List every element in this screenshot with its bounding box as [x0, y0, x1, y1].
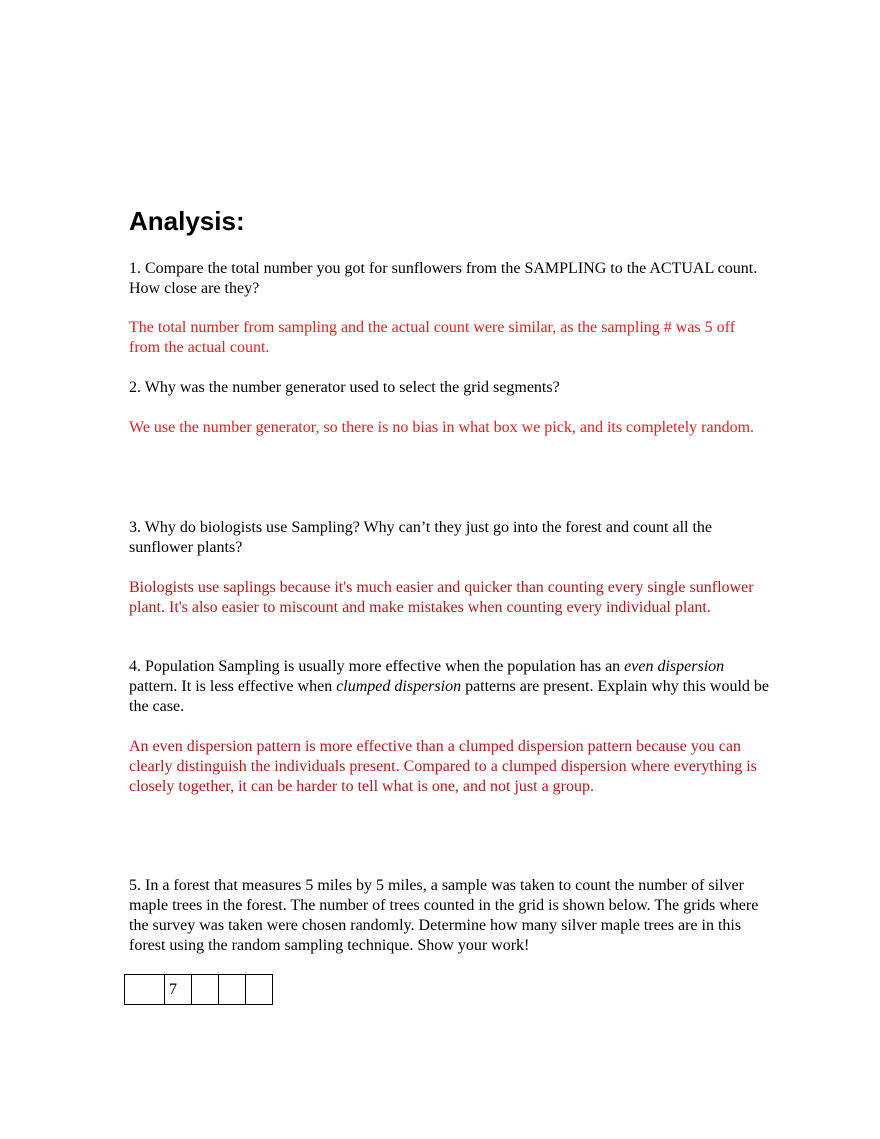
- grid-cell-1: [125, 975, 165, 1005]
- question-4-text-a: 4. Population Sampling is usually more effective when the population has an: [129, 658, 625, 675]
- question-4-text-b: pattern. It is less effective when: [129, 678, 337, 695]
- question-5: 5. In a forest that measures 5 miles by 5 miles, a sample was taken to count the number of silver maple trees in the forest. The number of trees counted in the grid is shown below. The grids where the survey was taken were chosen randomly. Determine how many silver maple trees are in this forest using the random sampling technique. Show your work!: [129, 877, 759, 954]
- answer-1: The total number from sampling and the actual count were similar, as the sampling # was 5 off from the actual count.: [129, 319, 736, 356]
- question-4: [129, 657, 769, 717]
- question-4-emphasis-clumped: clumped dispersion: [336, 678, 462, 695]
- tree-count-grid: [124, 974, 273, 1005]
- grid-cell-3: [192, 975, 219, 1005]
- grid-row: [125, 975, 273, 1005]
- answer-2: We use the number generator, so there is no bias in what box we pick, and its completely random.: [129, 419, 755, 436]
- grid-cell-2: 7: [165, 975, 192, 1005]
- answer-3: Biologists use saplings because it's much easier and quicker than counting every single sunflower plant. It's also easier to miscount and make mistakes when counting every individual plant.: [129, 579, 754, 616]
- question-3: 3. Why do biologists use Sampling? Why can’t they just go into the forest and count all the sunflower plants?: [129, 519, 713, 556]
- grid-cell-4: [219, 975, 246, 1005]
- question-2: 2. Why was the number generator used to select the grid segments?: [129, 379, 560, 396]
- question-1: 1. Compare the total number you got for sunflowers from the SAMPLING to the ACTUAL count. How close are they?: [129, 260, 758, 297]
- answer-4: An even dispersion pattern is more effective than a clumped dispersion pattern because you can clearly distinguish the individuals present. Compared to a clumped dispersion where everything is closely together, it can be harder to tell what is one, and not just a group.: [129, 738, 757, 795]
- grid-cell-5: [246, 975, 273, 1005]
- question-4-text-c: patterns are present. Explain why this would be the case.: [129, 678, 769, 715]
- analysis-heading: Analysis:: [129, 206, 245, 236]
- question-4-emphasis-even: even dispersion: [624, 658, 725, 675]
